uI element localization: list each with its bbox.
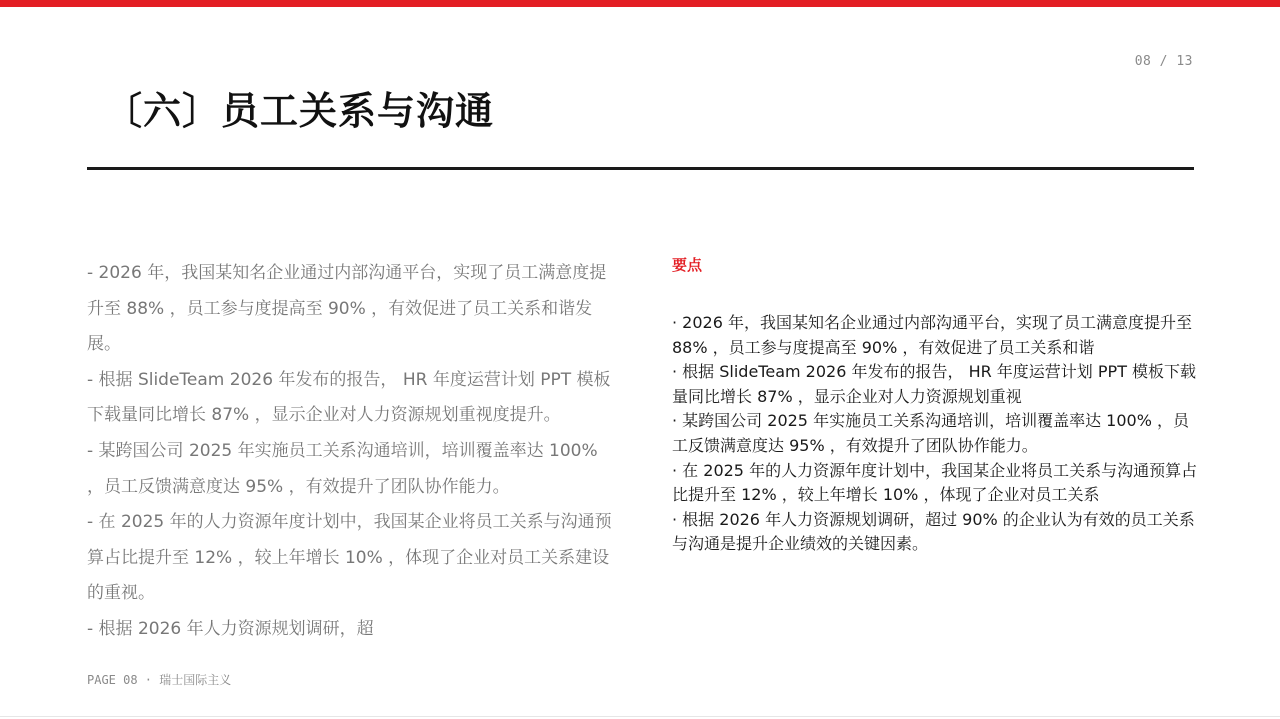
keypoint-item: · 2026 年，我国某知名企业通过内部沟通平台，实现了员工满意度提升至 88% ，员工参与度提高至 90% ，有效促进了员工关系和谐: [672, 313, 1192, 357]
page-footer: PAGE 08 · 瑞士国际主义: [87, 671, 235, 688]
keypoint-item: · 根据 SlideTeam 2026 年发布的报告， HR 年度运营计划 PPT 模板下载量同比增长 87% ，显示企业对人力资源规划重视: [672, 362, 1197, 406]
keypoints-list: [672, 311, 1202, 557]
slide-title: 〔六〕员工关系与沟通: [104, 89, 495, 133]
body-paragraph: - 某跨国公司 2025 年实施员工关系沟通培训，培训覆盖率达 100% ，员工反馈满意度达 95% ，有效提升了团队协作能力。: [87, 440, 598, 497]
title-divider: [87, 167, 1194, 170]
body-paragraph: - 2026 年，我国某知名企业通过内部沟通平台，实现了员工满意度提升至 88% ，员工参与度提高至 90% ，有效促进了员工关系和谐发展。: [87, 263, 607, 355]
page-counter: 08 / 13: [1134, 54, 1193, 69]
bottom-divider: [0, 716, 1280, 717]
keypoint-item: · 根据 2026 年人力资源规划调研，超过 90% 的企业认为有效的员工关系与沟通是提升企业绩效的关键因素。: [672, 509, 1195, 554]
body-paragraph: - 根据 SlideTeam 2026 年发布的报告， HR 年度运营计划 PPT 模板下载量同比增长 87% ，显示企业对人力资源规划重视度提升。: [87, 369, 611, 426]
keypoints-heading: 要点: [672, 256, 703, 274]
body-paragraph: - 根据 2026 年人力资源规划调研，超: [87, 618, 374, 639]
accent-top-bar: [0, 0, 1280, 7]
keypoint-item: · 某跨国公司 2025 年实施员工关系沟通培训，培训覆盖率达 100% ，员工反馈满意度达 95% ，有效提升了团队协作能力。: [672, 411, 1189, 455]
body-column: [87, 256, 617, 680]
body-paragraph: - 在 2025 年的人力资源年度计划中，我国某企业将员工关系与沟通预算占比提升至 12% ，较上年增长 10% ，体现了企业对员工关系建设的重视。: [87, 512, 612, 604]
keypoints-panel: [672, 254, 1202, 557]
keypoint-item: · 在 2025 年的人力资源年度计划中，我国某企业将员工关系与沟通预算占比提升至 12% ，较上年增长 10% ，体现了企业对员工关系: [672, 460, 1198, 505]
